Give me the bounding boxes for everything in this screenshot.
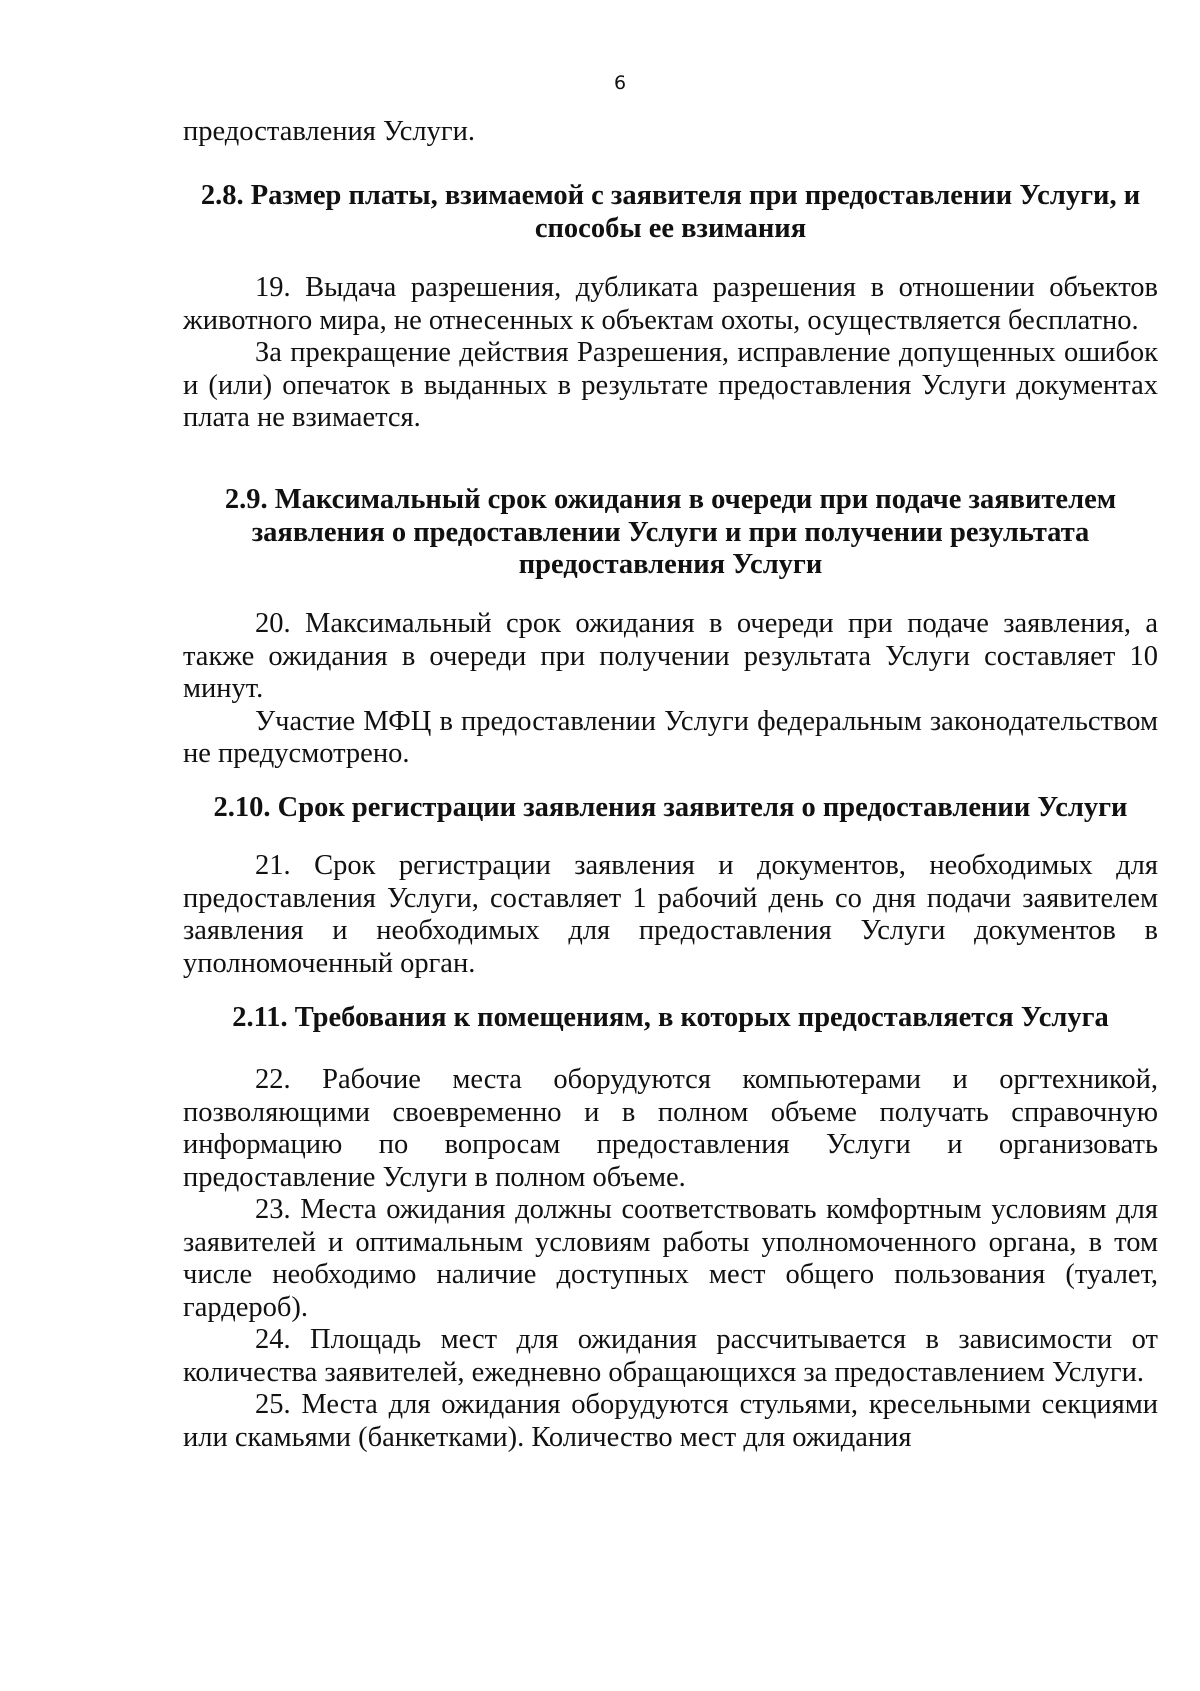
section-heading: 2.11. Требования к помещениям, в которых предоставляется Услуга [232, 1002, 1109, 1033]
section-2-11-body [183, 1064, 1158, 1454]
paragraph: 24. Площадь мест для ожидания рассчитывается в зависимости от количества заявителей, ежедневно обращающихся за предоставлением Услуги. [183, 1324, 1158, 1388]
paragraph: 22. Рабочие места оборудуются компьютерами и оргтехникой, позволяющими своевременно и в полном объеме получать справочную информацию по вопросам предоставления Услуги и организовать предоставление Услуги в полном объеме. [183, 1064, 1158, 1193]
page-number: 6 [613, 72, 627, 94]
paragraph: За прекращение действия Разрешения, исправление допущенных ошибок и (или) опечаток в выданных в результате предоставления Услуги документах плата не взимается. [183, 337, 1158, 433]
paragraph: 23. Места ожидания должны соответствовать комфортным условиям для заявителей и оптимальным условиям работы уполномоченного органа, в том числе необходимо наличие доступных мест общего пользования (туалет, гардероб). [183, 1194, 1158, 1323]
paragraph: 21. Срок регистрации заявления и документов, необходимых для предоставления Услуги, составляет 1 рабочий день со дня подачи заявителем заявления и необходимых для предоставления Услуги документов в уполномоченный орган. [183, 850, 1158, 979]
section-2-8-body [183, 272, 1158, 435]
section-2-10-body [183, 850, 1158, 980]
section-2-11 [183, 1002, 1158, 1035]
continuation-text [183, 116, 1158, 149]
section-heading: 2.10. Срок регистрации заявления заявителя о предоставлении Услуги [213, 792, 1128, 823]
section-2-9 [183, 484, 1158, 582]
section-2-9-body [183, 608, 1158, 771]
paragraph: 25. Места для ожидания оборудуются стульями, кресельными секциями или скамьями (банкетками). Количество мест для ожидания [183, 1389, 1158, 1453]
paragraph: 19. Выдача разрешения, дубликата разрешения в отношении объектов животного мира, не отнесенных к объектам охоты, осуществляется бесплатно. [183, 272, 1158, 336]
section-heading: 2.9. Максимальный срок ожидания в очереди при подаче заявителем заявления о предоставлении Услуги и при получении результата предоставления Услуги [224, 484, 1117, 580]
paragraph: Участие МФЦ в предоставлении Услуги федеральным законодательством не предусмотрено. [183, 705, 1158, 769]
paragraph: 20. Максимальный срок ожидания в очереди при подаче заявления, а также ожидания в очереди при получении результата Услуги составляет 10 минут. [183, 608, 1158, 704]
paragraph: предоставления Услуги. [183, 116, 475, 147]
section-2-10 [183, 792, 1158, 825]
section-heading: 2.8. Размер платы, взимаемой с заявителя при предоставлении Услуги, и способы ее взимания [200, 180, 1141, 244]
section-2-8 [183, 180, 1158, 245]
